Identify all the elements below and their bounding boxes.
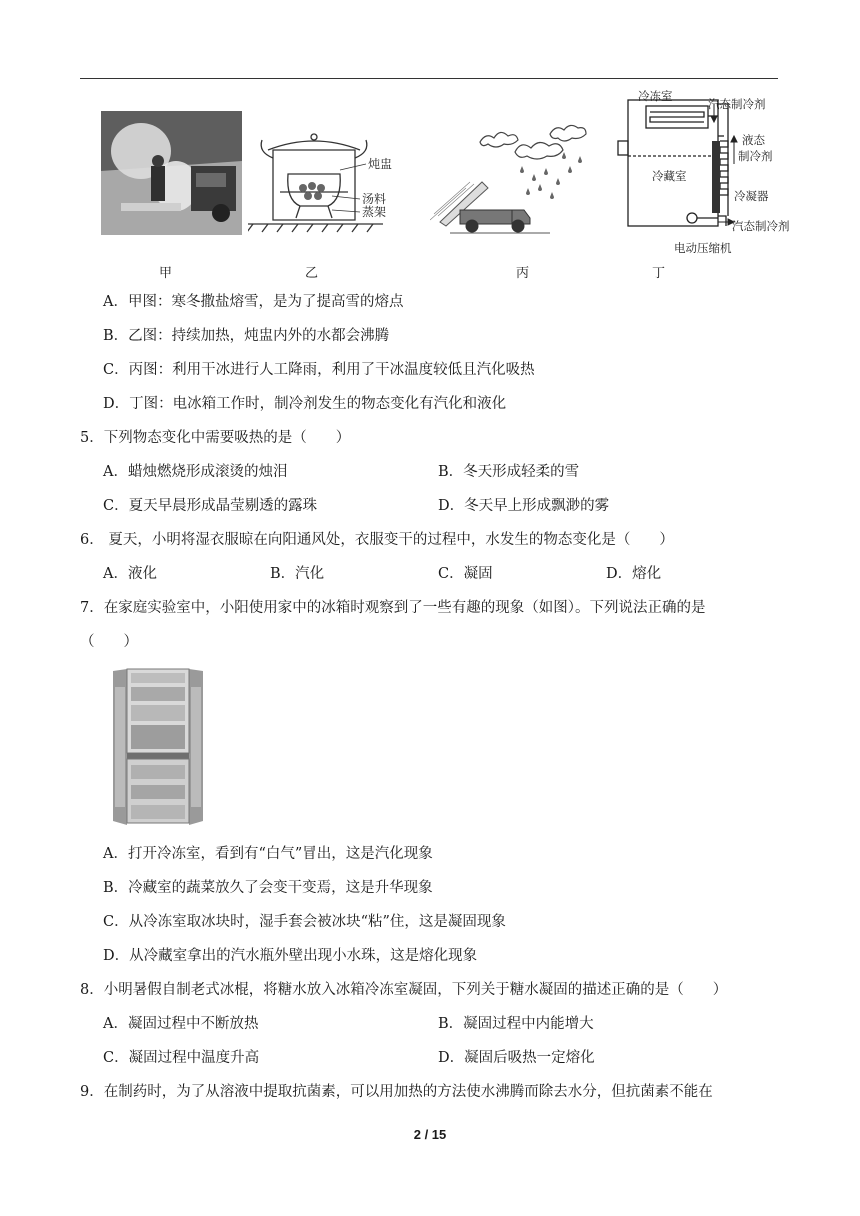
caption-bing: 丙 [516, 266, 530, 281]
yi-label-zhengjia: 蒸架 [362, 205, 387, 219]
q8-option-d: D．凝固后吸热一定熔化 [438, 1050, 595, 1066]
ding-label-vapor-top: 汽态制冷剂 [708, 97, 766, 111]
figure-jia-photo [101, 111, 242, 235]
caption-yi: 乙 [305, 266, 319, 281]
figure-ding-fridge-diagram [614, 86, 804, 258]
q5-option-d: D．冬天早上形成飘渺的雾 [438, 498, 610, 514]
yi-label-tangliao: 汤料 [362, 192, 387, 206]
q8-option-b: B．凝固过程中内能增大 [438, 1016, 594, 1032]
q8-stem: 8．小明暑假自制老式冰棍，将糖水放入冰箱冷冻室凝固，下列关于糖水凝固的描述正确的是（ ） [80, 982, 728, 998]
q5-stem: 5．下列物态变化中需要吸热的是（ ） [80, 430, 351, 446]
q4-option-d: D．丁图：电冰箱工作时，制冷剂发生的物态变化有汽化和液化 [103, 396, 507, 412]
caption-jia: 甲 [159, 266, 173, 281]
q4-option-b: B．乙图：持续加热，炖盅内外的水都会沸腾 [103, 328, 390, 344]
q6-stem: 6． 夏天，小明将湿衣服晾在向阳通风处，衣服变干的过程中，水发生的物态变化是（ ） [80, 532, 674, 548]
q7-option-d: D．从冷藏室拿出的汽水瓶外壁出现小水珠，这是熔化现象 [103, 948, 478, 964]
figure-yi-pot-diagram [248, 130, 408, 235]
figure-bing-rain-diagram [430, 122, 610, 235]
q8-option-a: A．凝固过程中不断放热 [103, 1016, 259, 1032]
ding-label-vapor-bottom: 汽态制冷剂 [732, 219, 790, 233]
figure-q7-fridge-photo [105, 667, 211, 827]
q5-option-c: C．夏天早晨形成晶莹剔透的露珠 [103, 498, 318, 514]
caption-ding: 丁 [652, 266, 666, 281]
q7-stem-line2: （ ） [80, 634, 138, 650]
q8-option-c: C．凝固过程中温度升高 [103, 1050, 260, 1066]
ding-label-freezer: 冷冻室 [638, 89, 673, 103]
yi-label-dunzhong: 炖盅 [368, 157, 393, 171]
ding-label-liquid-1: 液态 [742, 133, 765, 147]
ding-label-condenser: 冷凝器 [734, 189, 769, 203]
q6-option-a: A．液化 [103, 566, 157, 582]
q5-option-a: A．蜡烛燃烧形成滚烫的烛泪 [103, 464, 288, 480]
page-number: 2 / 15 [413, 1127, 447, 1142]
q7-option-c: C．从冷冻室取冰块时，湿手套会被冰块“粘”住，这是凝固现象 [103, 914, 506, 930]
q7-option-a: A．打开冷冻室，看到有“白气”冒出，这是汽化现象 [103, 846, 433, 862]
header-rule [80, 78, 778, 79]
ding-label-liquid-2: 制冷剂 [738, 149, 773, 163]
ding-label-compressor: 电动压缩机 [674, 241, 732, 255]
q6-option-c: C．凝固 [438, 566, 493, 582]
q6-option-d: D．熔化 [606, 566, 662, 582]
q4-option-c: C．丙图：利用干冰进行人工降雨，利用了干冰温度较低且汽化吸热 [103, 362, 535, 378]
q4-option-a: A．甲图：寒冬撒盐熔雪，是为了提高雪的熔点 [103, 294, 404, 310]
ding-label-fridge: 冷藏室 [652, 169, 687, 183]
q7-stem-line1: 7．在家庭实验室中，小阳使用家中的冰箱时观察到了一些有趣的现象（如图）。下列说法正确的是 [80, 600, 706, 616]
q6-option-b: B．汽化 [270, 566, 325, 582]
q5-option-b: B．冬天形成轻柔的雪 [438, 464, 580, 480]
q9-stem: 9．在制药时，为了从溶液中提取抗菌素，可以用加热的方法使水沸腾而除去水分，但抗菌素不能在 [80, 1084, 713, 1100]
q7-option-b: B．冷藏室的蔬菜放久了会变干变焉，这是升华现象 [103, 880, 433, 896]
